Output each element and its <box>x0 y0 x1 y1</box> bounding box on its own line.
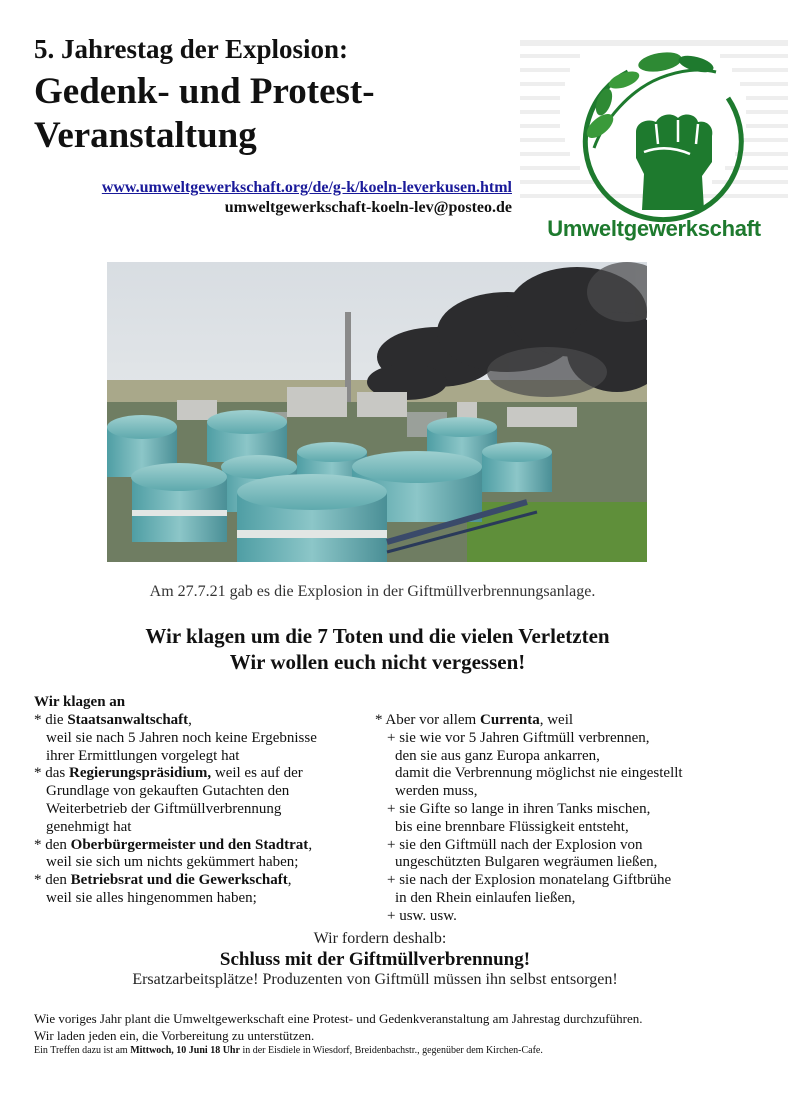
item-line: + sie wie vor 5 Jahren Giftmüll verbrennen, <box>387 729 650 746</box>
item-highlight: Staatsanwaltschaft <box>67 712 189 728</box>
item-line: in den Rhein einlaufen ließen, <box>395 889 576 906</box>
remembrance-heading: Wir wollen euch nicht vergessen! <box>229 650 526 674</box>
item-text: , <box>188 712 192 728</box>
accusations-left-column <box>34 712 317 908</box>
accusation-item <box>34 765 317 783</box>
meeting-date: Mittwoch, 10 Juni 18 Uhr <box>130 1045 240 1056</box>
item-text: * Aber vor allem <box>375 712 480 728</box>
accusation-item <box>375 712 683 730</box>
item-line: Grundlage von gekauften Gutachten den <box>46 783 290 800</box>
footer-invitation-text: Wir laden jeden ein, die Vorbereitung zu unterstützen. <box>34 1028 315 1043</box>
item-text: * den <box>34 836 71 853</box>
item-text: * das <box>34 765 69 782</box>
main-demand: Schluss mit der Giftmüllverbrennung! <box>219 949 531 970</box>
meeting-location: in der Eisdiele in Wiesdorf, Breidenbachstr., gegenüber dem Kirchen-Cafe. <box>239 1045 543 1056</box>
item-line: bis eine brennbare Flüssigkeit entsteht, <box>395 818 629 835</box>
item-line: damit die Verbrennung möglichst nie eingestellt <box>395 765 683 782</box>
item-line: Weiterbetrieb der Giftmüllverbrennung <box>46 800 282 817</box>
item-highlight: Betriebsrat und die Gewerkschaft <box>70 872 288 889</box>
item-line: ihrer Ermittlungen vorgelegt hat <box>46 747 240 764</box>
contact-email: umweltgewerkschaft-koeln-lev@posteo.de <box>224 199 512 216</box>
item-line: + sie nach der Explosion monatelang Giftbrühe <box>387 872 672 889</box>
item-line: + usw. usw. <box>387 907 457 924</box>
item-line: ungeschützten Bulgaren wegräumen ließen, <box>395 854 658 871</box>
item-text: , <box>308 836 313 853</box>
item-line: weil sie sich um nichts gekümmert haben; <box>46 854 299 871</box>
item-line: weil sie nach 5 Jahren noch keine Ergebnisse <box>46 729 317 746</box>
item-text: , <box>287 872 292 889</box>
item-highlight: Currenta <box>479 712 540 728</box>
item-text: * den <box>34 872 71 889</box>
industrial-explosion-photo <box>107 262 647 562</box>
accusation-item <box>34 872 317 890</box>
footer-meeting-info <box>34 1045 543 1056</box>
photo-caption: Am 27.7.21 gab es die Explosion in der Giftmüllverbrennungsanlage. <box>149 583 596 600</box>
item-text: , weil <box>539 712 574 728</box>
meeting-text: Ein Treffen dazu ist am <box>34 1045 131 1056</box>
accusation-item <box>34 712 317 730</box>
item-line: + sie den Giftmüll nach der Explosion von <box>387 836 643 853</box>
accusation-item <box>34 837 317 855</box>
item-text: weil es auf der <box>211 765 303 782</box>
flyer-subtitle: 5. Jahrestag der Explosion: <box>34 34 349 64</box>
footer-plan-text: Wie voriges Jahr plant die Umweltgewerkschaft eine Protest- und Gedenkveranstaltung am Jahrestag durchzuführen. <box>34 1011 643 1026</box>
item-line: werden muss, <box>395 783 478 800</box>
logo-wordmark: Umweltgewerkschaft <box>547 216 761 241</box>
item-highlight: Regierungspräsidium, <box>69 765 212 782</box>
accusations-title: Wir klagen an <box>34 694 126 710</box>
demands-intro: Wir fordern deshalb: <box>313 930 447 947</box>
item-line: genehmigt hat <box>46 818 132 835</box>
item-highlight: Oberbürgermeister und den Stadtrat <box>70 836 309 853</box>
flyer-title-line2: Veranstaltung <box>34 115 257 156</box>
mourning-heading: Wir klagen um die 7 Toten und die vielen Verletzten <box>145 624 610 648</box>
item-line: weil sie alles hingenommen haben; <box>46 889 257 906</box>
website-link[interactable]: www.umweltgewerkschaft.org/de/g-k/koeln-leverkusen.html <box>101 179 512 196</box>
secondary-demands: Ersatzarbeitsplätze! Produzenten von Giftmüll müssen ihn selbst entsorgen! <box>132 971 618 988</box>
accusations-right-column <box>375 712 683 926</box>
item-line: + sie Gifte so lange in ihren Tanks mischen, <box>387 800 651 817</box>
item-text: * die <box>34 712 68 728</box>
flyer-title-line1: Gedenk- und Protest- <box>34 71 375 112</box>
item-line: den sie aus ganz Europa ankarren, <box>395 747 600 764</box>
